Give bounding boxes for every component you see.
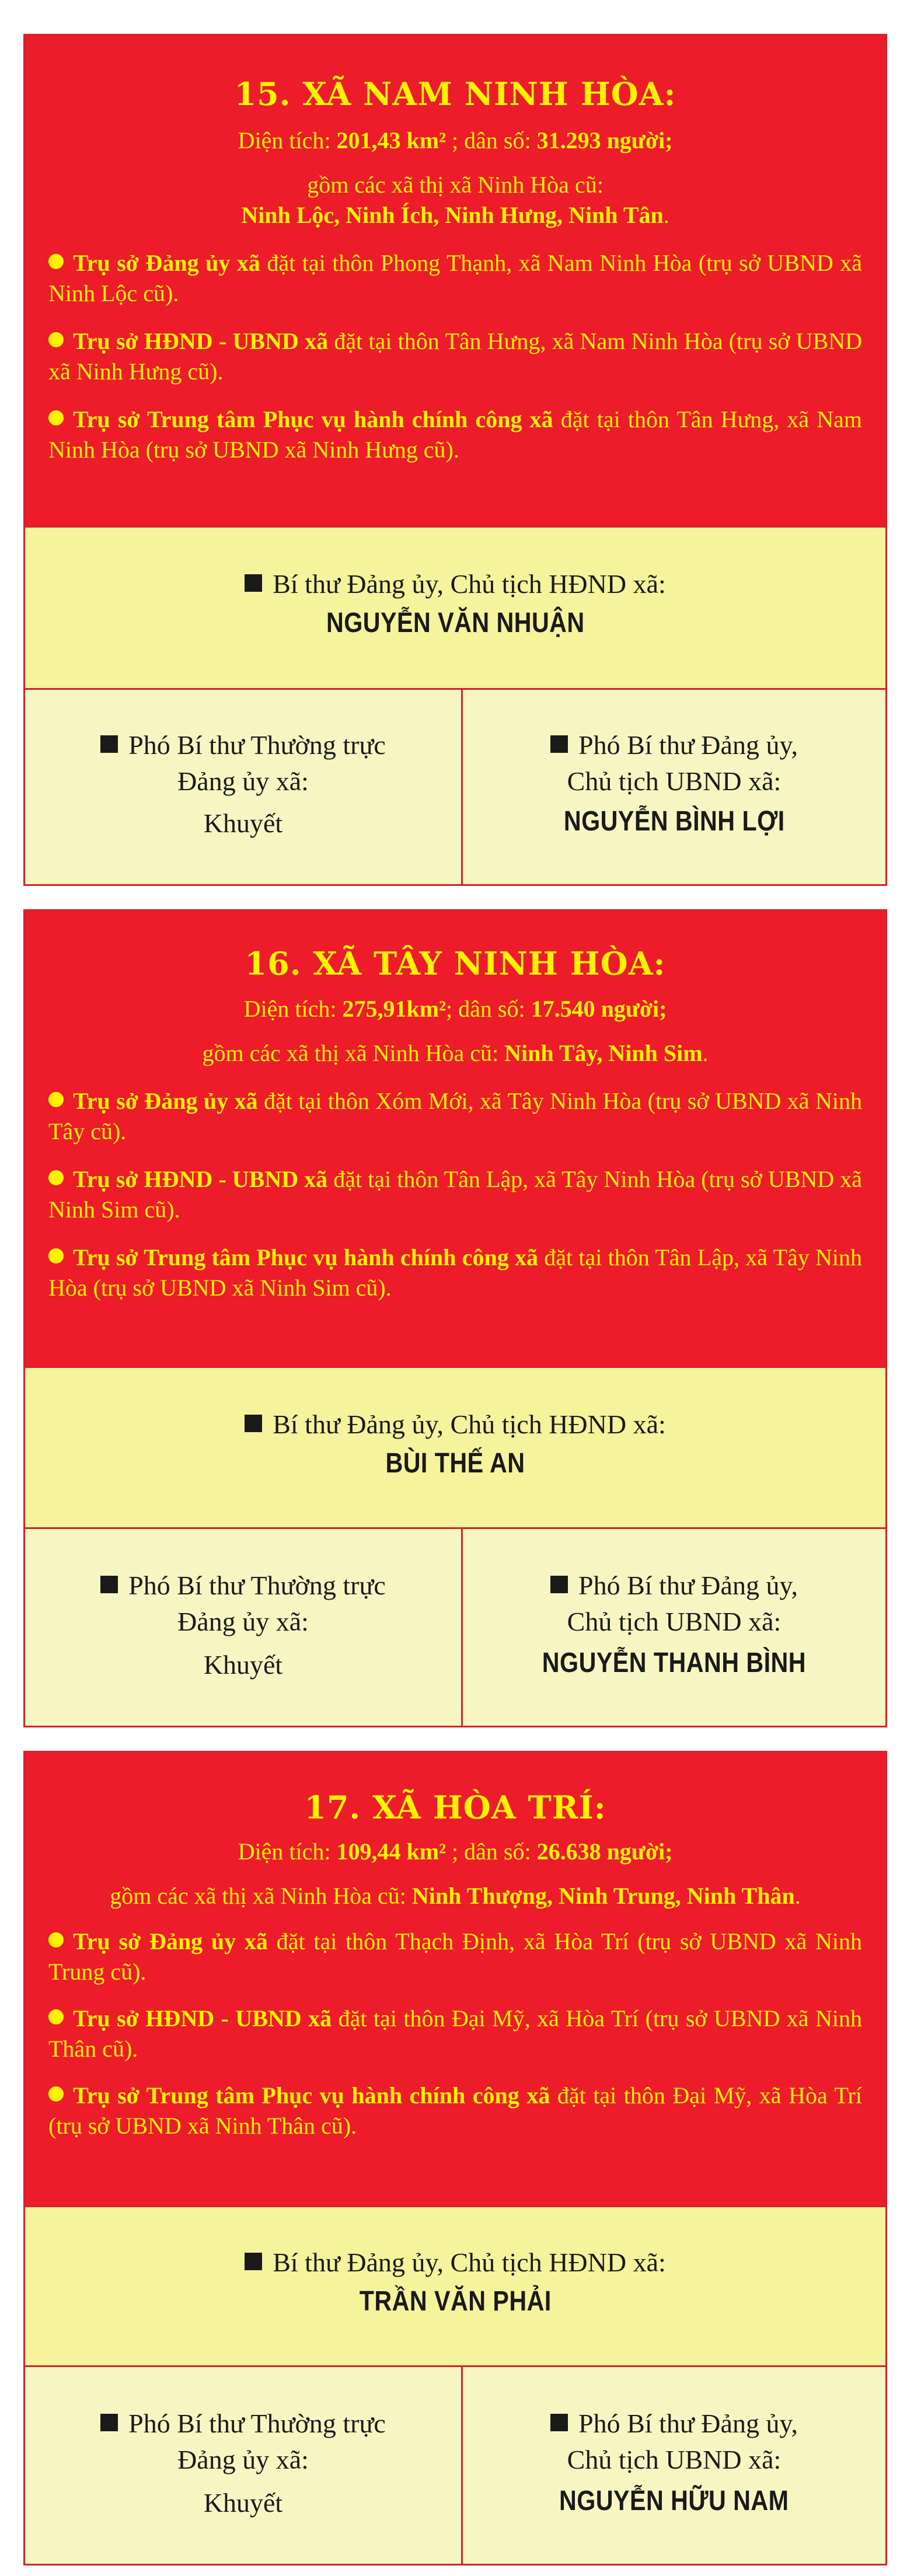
deputy-role: Phó Bí thư Thường trực <box>25 727 461 763</box>
hq-label: Trụ sở HĐND - UBND xã <box>73 2005 332 2032</box>
hq-party-committee <box>48 1086 862 1147</box>
population-label: ; dân số: <box>446 1838 537 1865</box>
merged-end: . <box>794 1883 801 1909</box>
commune-card-16 <box>23 909 887 1727</box>
area-population-line <box>48 994 862 1024</box>
commune-title: 15. XÃ NAM NINH HÒA: <box>234 75 676 113</box>
square-bullet-icon <box>550 735 568 753</box>
chairman-role-2: Chủ tịch UBND xã: <box>567 1607 782 1637</box>
deputy-name: Khuyết <box>203 808 283 839</box>
square-bullet-icon <box>245 1415 262 1432</box>
deputy-name: Khuyết <box>203 1650 283 1680</box>
square-bullet-icon <box>100 1576 118 1593</box>
hq-label: Trụ sở Đảng ủy xã <box>73 250 260 276</box>
chairman-name: NGUYỄN BÌNH LỢI <box>563 806 785 837</box>
deputy-secretary-box <box>25 1527 463 1726</box>
merged-intro: gồm các xã thị xã Ninh Hòa cũ: <box>307 172 603 198</box>
chairman-box <box>463 1527 885 1726</box>
deputy-secretary-box <box>25 2365 463 2564</box>
hq-text: đặt tại thôn Thạch Định, xã Hòa Trí (trụ sở UBND xã Ninh Trung cũ). <box>48 1928 862 1985</box>
commune-info-panel <box>25 1753 885 2205</box>
chairman-box <box>463 688 885 884</box>
hq-text: đặt tại thôn Tân Lập, xã Tây Ninh Hòa (trụ sở UBND xã Ninh Sim cũ). <box>48 1166 863 1223</box>
commune-info-panel <box>25 911 885 1366</box>
population-value: 31.293 người; <box>536 127 673 153</box>
hq-council <box>48 1164 862 1225</box>
merged-end: . <box>702 1040 709 1066</box>
secretary-role: Bí thư Đảng ủy, Chủ tịch HĐND xã: <box>25 566 885 602</box>
area-population-line <box>48 1837 862 1867</box>
bullet-icon <box>48 1248 64 1263</box>
bullet-icon <box>48 2009 64 2025</box>
deputy-role-2: Đảng ủy xã: <box>177 1607 309 1637</box>
commune-title: 16. XÃ TÂY NINH HÒA: <box>245 945 666 982</box>
secretary-role: Bí thư Đảng ủy, Chủ tịch HĐND xã: <box>25 1406 885 1443</box>
chairman-role-2: Chủ tịch UBND xã: <box>567 2445 782 2475</box>
chairman-role: Phó Bí thư Đảng ủy, <box>463 1568 885 1604</box>
bullet-icon <box>48 1092 64 1107</box>
bullet-icon <box>48 1932 64 1947</box>
chairman-box <box>463 2365 885 2564</box>
area-value: 201,43 km² <box>336 127 446 153</box>
hq-text: đặt tại thôn Xóm Mới, xã Tây Ninh Hòa (trụ sở UBND xã Ninh Tây cũ). <box>48 1088 862 1144</box>
deputy-name: Khuyết <box>203 2488 283 2518</box>
merged-line <box>48 1038 862 1069</box>
square-bullet-icon <box>550 1576 568 1593</box>
population-value: 17.540 người; <box>531 996 667 1022</box>
hq-admin-center <box>48 404 862 465</box>
square-bullet-icon <box>100 735 118 753</box>
hq-label: Trụ sở Đảng ủy xã <box>73 1088 258 1114</box>
chairman-role: Phó Bí thư Đảng ủy, <box>463 727 885 763</box>
merged-list-line <box>48 200 862 231</box>
merged-intro: gồm các xã thị xã Ninh Hòa cũ: <box>202 1040 505 1066</box>
secretary-name: BÙI THẾ AN <box>385 1448 525 1479</box>
merged-list: Ninh Thượng, Ninh Trung, Ninh Thân <box>411 1883 795 1909</box>
chairman-name: NGUYỄN HỮU NAM <box>559 2486 789 2517</box>
hq-label: Trụ sở Trung tâm Phục vụ hành chính công xã <box>73 2082 550 2109</box>
bullet-icon <box>48 254 64 269</box>
area-value: 275,91km² <box>342 996 446 1022</box>
hq-text: đặt tại thôn Đại Mỹ, xã Hòa Trí (trụ sở UBND xã Ninh Thân cũ). <box>48 2082 862 2139</box>
hq-council <box>48 2003 862 2064</box>
population-value: 26.638 người; <box>536 1838 673 1865</box>
hq-text: đặt tại thôn Đại Mỹ, xã Hòa Trí (trụ sở UBND xã Ninh Thân cũ). <box>48 2005 862 2062</box>
area-label: Diện tích: <box>238 127 337 153</box>
secretary-name: NGUYỄN VĂN NHUẬN <box>326 608 585 639</box>
hq-label: Trụ sở Trung tâm Phục vụ hành chính công xã <box>73 1244 538 1270</box>
hq-label: Trụ sở HĐND - UBND xã <box>73 1166 328 1192</box>
commune-card-17 <box>23 1751 887 2565</box>
hq-text: đặt tại thôn Tân Hưng, xã Nam Ninh Hòa (trụ sở UBND xã Ninh Hưng cũ). <box>48 406 862 463</box>
hq-label: Trụ sở Trung tâm Phục vụ hành chính công xã <box>73 406 553 432</box>
hq-text: đặt tại thôn Tân Lập, xã Tây Ninh Hòa (trụ sở UBND xã Ninh Sim cũ). <box>48 1244 862 1301</box>
hq-admin-center <box>48 1242 862 1303</box>
area-population-line <box>48 125 862 156</box>
chairman-role: Phó Bí thư Đảng ủy, <box>463 2406 885 2442</box>
merged-list: Ninh Tây, Ninh Sim <box>504 1040 703 1066</box>
secretary-name: TRẦN VĂN PHẢI <box>359 2286 552 2317</box>
hq-label: Trụ sở Đảng ủy xã <box>73 1928 268 1954</box>
square-bullet-icon <box>550 2414 568 2431</box>
bullet-icon <box>48 332 64 347</box>
merged-intro: gồm các xã thị xã Ninh Hòa cũ: <box>110 1883 412 1909</box>
hq-party-committee <box>48 1926 862 1987</box>
merged-line <box>48 1881 862 1911</box>
square-bullet-icon <box>245 2253 262 2270</box>
population-label: ; dân số: <box>446 996 531 1022</box>
area-label: Diện tích: <box>238 1838 337 1865</box>
secretary-box <box>25 1366 885 1527</box>
deputy-role-2: Đảng ủy xã: <box>177 2445 309 2475</box>
area-label: Diện tích: <box>243 996 343 1022</box>
population-label: ; dân số: <box>446 127 537 153</box>
deputy-secretary-box <box>25 688 463 884</box>
hq-admin-center <box>48 2081 862 2141</box>
hq-text: đặt tại thôn Tân Hưng, xã Nam Ninh Hòa (trụ sở UBND xã Ninh Hưng cũ). <box>48 328 863 385</box>
square-bullet-icon <box>245 574 262 592</box>
merged-end: . <box>663 202 669 228</box>
deputy-role: Phó Bí thư Thường trực <box>25 2406 461 2442</box>
secretary-role: Bí thư Đảng ủy, Chủ tịch HĐND xã: <box>25 2245 885 2281</box>
square-bullet-icon <box>100 2414 118 2431</box>
bullet-icon <box>48 410 64 425</box>
commune-info-panel <box>25 36 885 526</box>
bullet-icon <box>48 1170 64 1185</box>
hq-party-committee <box>48 248 862 309</box>
commune-title: 17. XÃ HÒA TRÍ: <box>304 1789 606 1826</box>
deputy-role-2: Đảng ủy xã: <box>177 766 309 797</box>
commune-card-15 <box>23 34 887 886</box>
merged-list: Ninh Lộc, Ninh Ích, Ninh Hưng, Ninh Tân <box>241 202 664 228</box>
hq-label: Trụ sở HĐND - UBND xã <box>73 328 329 354</box>
secretary-box <box>25 526 885 688</box>
deputy-role: Phó Bí thư Thường trực <box>25 1568 461 1604</box>
hq-text: đặt tại thôn Phong Thạnh, xã Nam Ninh Hòa (trụ sở UBND xã Ninh Lộc cũ). <box>48 250 862 306</box>
secretary-box <box>25 2205 885 2365</box>
chairman-name: NGUYỄN THANH BÌNH <box>542 1647 807 1679</box>
bullet-icon <box>48 2086 64 2102</box>
area-value: 109,44 km² <box>336 1838 446 1865</box>
hq-council <box>48 326 862 387</box>
chairman-role-2: Chủ tịch UBND xã: <box>567 766 782 797</box>
